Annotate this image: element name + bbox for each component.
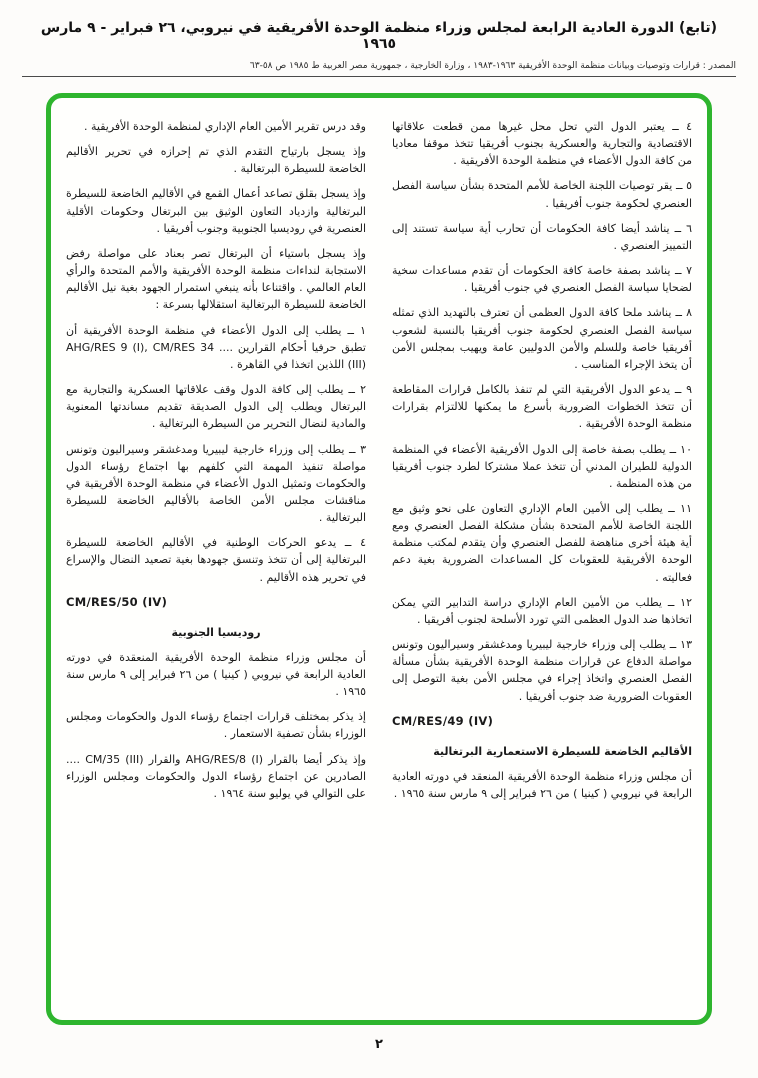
paragraph: ٩ ــ يدعو الدول الأفريقية التي لم تنفذ بالكامل قرارات المقاطعة أن تتخذ الخطوات الضرورية بأسرع ما يمكنها للالتزام بقرارات منظمة الوحدة الأفريقية . <box>392 383 692 431</box>
paragraph: إذ يذكر بمختلف قرارات اجتماع رؤساء الدول والحكومات ومجلس الوزراء بشأن تصفية الاستعمار . <box>66 710 366 741</box>
paragraph: ٨ ــ يناشد ملحا كافة الدول العظمى أن تعترف بالتهديد الذي تمثله سياسة الفصل العنصري لحكومة جنوب أفريقيا بالنسبة لشعوب أفريقيا خاصة وللسلم والأمن الدوليين عامة ويهيب بمجلس الأمن أن يتخذ الإجراء المناسب . <box>392 306 692 371</box>
paragraph: وإذ يسجل باستياء أن البرتغال تصر بعناد على مواصلة رفض الاستجابة لنداءات منظمة الوحدة الأفريقية والأمم المتحدة والرأي العام العالمي . واقتناعا بأنه ينبغي استمرار الجهود بغية نيل الأقاليم الخاضعة للسيطرة البرتغالية استقلالها بسرعة : <box>66 246 366 312</box>
page-number: ٢ <box>375 1037 383 1052</box>
content-frame <box>46 93 712 1025</box>
paragraph: ٦ ــ يناشد أيضا كافة الحكومات أن تحارب أية سياسة تستند إلى التمييز العنصري . <box>392 221 692 252</box>
paragraph: ٧ ــ يناشد بصفة خاصة كافة الحكومات أن تقدم مساعدات سخية لضحايا سياسة الفصل العنصري في جنوب أفريقيا . <box>392 264 692 295</box>
page-header <box>22 20 736 77</box>
paragraph: ١٠ ــ يطلب بصفة خاصة إلى الدول الأفريقية الأعضاء في المنظمة الدولية للطيران المدني أن تتخذ عملا مشتركا لطرد جنوب أفريقيا من هذه المنظمة . <box>392 442 692 490</box>
paragraph: CM/RES/49 (IV) <box>392 713 494 728</box>
source-line: المصدر : قرارات وتوصيات وبيانات منظمة الوحدة الأفريقية ١٩٦٣-١٩٨٣ ، وزارة الخارجية ، جمهورية مصر العربية ط ١٩٨٥ ص ٥٨-٦٣ <box>22 61 736 77</box>
paragraph: ١٣ ــ يطلب إلى وزراء خارجية ليبيريا ومدغشقر وسيراليون وتونس مواصلة الدفاع عن قرارات منظمة الوحدة الأفريقية بشأن مسألة الفصل العنصري واتخاذ إجراء في مجلس الأمن بغية التوصل إلى العقوبات الضرورية ضد جنوب أفريقيا . <box>392 638 692 703</box>
paragraph: ١ ــ يطلب إلى الدول الأعضاء في منظمة الوحدة الأفريقية أن تطبق حرفيا أحكام القرارين .... AHG/RES 9 (I), CM/RES 34 (III) اللذين اتخذا في القاهرة . <box>66 323 366 371</box>
paragraph: أن مجلس وزراء منظمة الوحدة الأفريقية المنعقدة في دورته العادية الرابعة في نيروبي ( كينيا ) من ٢٦ فبراير إلى ٩ مارس سنة ١٩٦٥ . <box>66 650 366 699</box>
paragraph: روديسيا الجنوبية <box>171 625 261 639</box>
paragraph: ٣ ــ يطلب إلى وزراء خارجية ليبيريا ومدغشقر وسيراليون وتونس مواصلة تنفيذ المهمة التي كلفهم بها اجتماع رؤساء الدول والحكومات وتمثيل الدول الأعضاء في منظمة الوحدة الأفريقية في مناقشات مجلس الأمن الخاصة بالأقاليم الخاضعة للسيطرة البرتغالية . <box>66 442 366 525</box>
paragraph: وإذ يسجل بقلق تصاعد أعمال القمع في الأقاليم الخاضعة للسيطرة البرتغالية وازدياد التعاون الوثيق بين البرتغال وحكومات الأقلية العنصرية في روديسيا الجنوبية وجنوب أفريقيا . <box>66 187 366 235</box>
paragraph: أن مجلس وزراء منظمة الوحدة الأفريقية المنعقد في دورته العادية الرابعة في نيروبي ( كينيا ) من ٢٦ فبراير إلى ٩ مارس سنة ١٩٦٥ . <box>392 769 692 800</box>
paragraph: CM/RES/50 (IV) <box>66 594 168 609</box>
paragraph: ٤ ــ يدعو الحركات الوطنية في الأقاليم الخاضعة للسيطرة البرتغالية إلى أن تتخذ وتنسق جهودها بغية تصعيد النضال والإسراع في تحرير هذه الأقاليم . <box>66 536 366 584</box>
paragraph: ١١ ــ يطلب إلى الأمين العام الإداري التعاون على نحو وثيق مع اللجنة الخاصة للأمم المتحدة بشأن مشكلة الفصل العنصري ومع أية هيئة أخرى مناهضة للفصل العنصري وأن يتقدم لمكتب منظمة الوحدة الأفريقية للعقوبات كل المساعدات الضرورية بغية دعم فعاليته . <box>392 501 692 584</box>
column-left <box>66 118 366 1012</box>
column-right <box>392 118 692 1012</box>
paragraph: ٢ ــ يطلب إلى كافة الدول وقف علاقاتها العسكرية والتجارية مع البرتغال ويطلب إلى الدول الصديقة تقديم مساندتها المعنوية والمادية لنضال التحرير من السيطرة البرتغالية . <box>66 383 366 431</box>
paragraph: وإذ يذكر أيضا بالقرار AHG/RES/8 (I) والقرار CM/35 (III) .... الصادرين عن اجتماع رؤساء الدول والحكومات ومجلس الوزراء على التوالي في يوليو سنة ١٩٦٤ . <box>66 752 367 800</box>
paragraph: ١٢ ــ يطلب من الأمين العام الإداري دراسة التدابير التي يمكن اتخاذها ضد الدول العظمى التي تورد الأسلحة لجنوب أفريقيا . <box>392 595 692 626</box>
paragraph: ٥ ــ يقر توصيات اللجنة الخاصة للأمم المتحدة بشأن سياسة الفصل العنصري لحكومة جنوب أفريقيا . <box>392 179 692 210</box>
paragraph: وقد درس تقرير الأمين العام الإداري لمنظمة الوحدة الأفريقية . <box>83 120 366 133</box>
page-title: (تابع) الدورة العادية الرابعة لمجلس وزراء منظمة الوحدة الأفريقية في نيروبي، ٢٦ فبراير - ٩ مارس ١٩٦٥ <box>40 20 718 52</box>
paragraph: ٤ ــ يعتبر الدول التي تحل محل غيرها ممن قطعت علاقاتها الاقتصادية والتجارية والعسكرية بجنوب أفريقيا تتخذ موقفا معاديا من كافة الدول الأعضاء في منظمة الوحدة الأفريقية . <box>392 120 692 168</box>
paragraph: الأقاليم الخاضعة للسيطرة الاستعمارية البرتغالية <box>433 744 692 758</box>
paragraph: وإذ يسجل بارتياح التقدم الذي تم إحرازه في تحرير الأقاليم الخاضعة للسيطرة البرتغالية . <box>66 145 366 176</box>
text-columns <box>66 118 692 1012</box>
